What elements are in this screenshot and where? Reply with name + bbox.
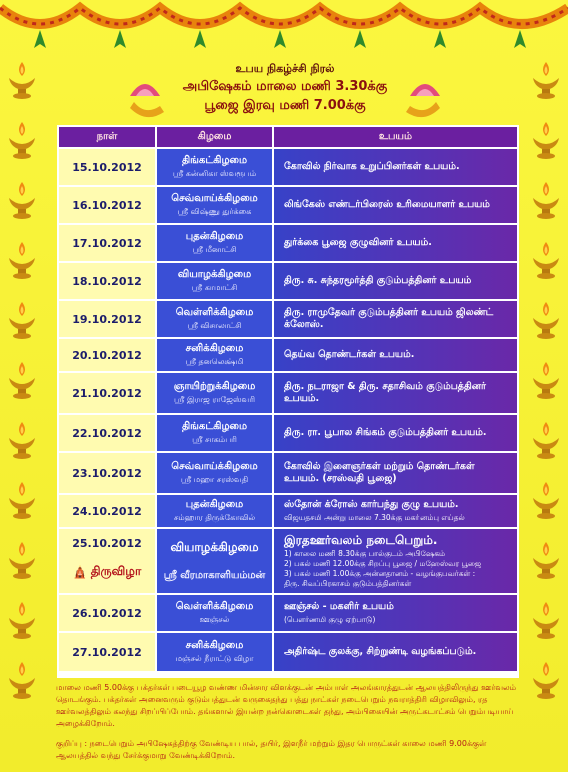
donor-cell — [274, 225, 517, 261]
pooja-time: பூஜை இரவு மணி 7.00க்கு — [204, 98, 366, 113]
donor-text: லிங்கேஸ் எண்டர்பிரைஸ் உரிமையாளர் உபயம் — [284, 199, 490, 210]
donor-cell — [274, 301, 517, 337]
header-date: நாள் — [59, 127, 157, 147]
oil-lamp-icon — [530, 420, 562, 460]
table-header — [59, 127, 517, 147]
donor-cell — [274, 495, 517, 527]
donor-text: துர்க்கை பூஜை குழுவினர் உபயம். — [284, 237, 432, 248]
date-text: 27.10.2012 — [72, 645, 142, 659]
festival-label — [73, 564, 141, 580]
oil-lamp-icon — [530, 240, 562, 280]
donor-cell — [274, 373, 517, 413]
table-row — [59, 337, 517, 371]
day-cell — [157, 373, 274, 413]
day-cell — [157, 339, 274, 371]
day-name: புதன்கிழமை — [185, 499, 244, 510]
donor-note: விஜயதசமி அன்று மாலை 7.30க்கு மகா்னம்பு எய்தல் — [284, 513, 465, 522]
oil-lamp-icon — [6, 240, 38, 280]
header-day: கிழமை — [157, 127, 274, 147]
day-cell — [157, 415, 274, 451]
donor-text: திரு. ரா. பூபால சிங்கம் குடும்பத்தினர் உபயம். — [284, 427, 487, 438]
table-body — [59, 147, 517, 671]
deity-name: ஸ்ரீ காமாட்சி — [191, 283, 238, 292]
day-name: திங்கட்கிழமை — [181, 421, 248, 432]
marigold-garland — [0, 0, 568, 56]
donor-text: இரதஊர்வலம் நடைபெறும். — [284, 533, 438, 547]
oil-lamp-icon — [530, 540, 562, 580]
deity-name: ஸ்ரீ விஷ்ணு துர்க்கை — [177, 207, 252, 216]
table-row — [59, 299, 517, 337]
day-name: சனிக்கிழமை — [185, 640, 244, 651]
day-cell — [157, 263, 274, 299]
oil-lamp-icon — [530, 300, 562, 340]
date-cell — [59, 633, 157, 671]
schedule-table — [57, 125, 519, 678]
table-row — [59, 451, 517, 493]
oil-lamp-icon — [530, 480, 562, 520]
day-name: வியாழக்கிழமை — [170, 540, 259, 554]
donor-cell — [274, 263, 517, 299]
day-cell — [157, 633, 274, 671]
table-row — [59, 493, 517, 527]
day-name: வியாழக்கிழமை — [177, 269, 252, 280]
oil-lamp-icon — [530, 180, 562, 220]
oil-lamp-icon — [6, 300, 38, 340]
day-cell — [157, 301, 274, 337]
date-text: 17.10.2012 — [72, 236, 142, 250]
program-header — [90, 62, 480, 114]
date-cell — [59, 373, 157, 413]
oil-lamp-icon — [6, 480, 38, 520]
donor-text: திரு. சு. சுந்தரமூர்த்தி குடும்பத்தினர் உபயம் — [284, 275, 472, 286]
day-name: புதன்கிழமை — [185, 231, 244, 242]
deity-name: ஸ்ரீ மஹா சரஸ்வதி — [180, 475, 249, 484]
event-item: திரு. சிவப்பிரகாசம் குடும்பத்தினர்கள் — [284, 579, 412, 588]
deity-name: ஸ்ரீ கன்னிகா ஸ்வரூபம் — [172, 169, 257, 178]
deity-name: ஸ்ரீ விசாலாட்சி — [187, 321, 242, 330]
date-text: 24.10.2012 — [72, 504, 142, 518]
date-cell — [59, 339, 157, 371]
date-cell — [59, 595, 157, 631]
date-cell — [59, 225, 157, 261]
donor-cell — [274, 415, 517, 451]
oil-lamp-icon — [6, 180, 38, 220]
oil-lamp-icon — [6, 540, 38, 580]
day-cell — [157, 149, 274, 185]
donor-cell — [274, 453, 517, 493]
oil-lamp-icon — [6, 600, 38, 640]
oil-lamp-icon — [6, 60, 38, 100]
oil-lamp-icon — [530, 600, 562, 640]
event-item: 2) பகல் மணி 12.00க்கு சிறப்பு பூஜை / மஹேஸ்வர பூஜை — [284, 559, 482, 568]
date-cell — [59, 187, 157, 223]
table-row — [59, 631, 517, 671]
donor-text: ஊஞ்சல் - மகளிர் உபயம் — [284, 601, 394, 612]
date-text: 16.10.2012 — [72, 198, 142, 212]
day-cell — [157, 187, 274, 223]
oil-lamps-right — [526, 60, 566, 700]
header-title: உபய நிகழ்ச்சி நிரல் — [235, 62, 335, 75]
oil-lamp-icon — [6, 660, 38, 700]
oil-lamp-icon — [530, 60, 562, 100]
deity-name: ஸ்ரீ இராஜ ராஜேஸ்வரி — [174, 395, 255, 404]
table-row — [59, 185, 517, 223]
oil-lamp-icon — [530, 660, 562, 700]
donor-text: கோவில் நிர்வாக உறுப்பினர்கள் உபயம். — [284, 161, 460, 172]
deity-name: ஸ்ரீ தனலெக்ஷ்மி — [185, 357, 244, 366]
date-cell — [59, 529, 157, 593]
festival-text: திருவிழா — [90, 564, 142, 578]
day-name: செவ்வாய்க்கிழமை — [171, 461, 258, 472]
day-name: சனிக்கிழமை — [185, 343, 244, 354]
day-name: செவ்வாய்க்கிழமை — [171, 193, 258, 204]
day-name: வெள்ளிக்கிழமை — [175, 601, 254, 612]
donor-text: திரு. ராமுதேவர் குடும்பத்தினர் உபயம் ஜிலண்ட் க்லோஸ். — [284, 307, 494, 330]
date-text: 15.10.2012 — [72, 160, 142, 174]
table-row — [59, 527, 517, 593]
donor-cell — [274, 187, 517, 223]
donor-cell — [274, 633, 517, 671]
date-text: 20.10.2012 — [72, 348, 142, 362]
donor-text: திரு. நடராஜா & திரு. சதாசிவம் குடும்பத்தினர் உபயம். — [284, 381, 486, 404]
date-cell — [59, 263, 157, 299]
oil-lamp-icon — [6, 360, 38, 400]
date-text: 19.10.2012 — [72, 312, 142, 326]
table-row — [59, 593, 517, 631]
deity-name: ஊஞ்சல் — [199, 615, 230, 624]
oil-lamp-icon — [530, 360, 562, 400]
abhishekam-time: அபிஷேகம் மாலை மணி 3.30க்கு — [182, 79, 388, 94]
date-cell — [59, 301, 157, 337]
oil-lamps-left — [2, 60, 42, 700]
deity-name: ஸ்ரீ மீனாட்சி — [192, 245, 237, 254]
date-cell — [59, 415, 157, 451]
deity-name: மஞ்சல் நீராட்டு விழா — [175, 654, 254, 663]
day-cell — [157, 495, 274, 527]
table-row — [59, 147, 517, 185]
date-text: 23.10.2012 — [72, 466, 142, 480]
table-row — [59, 371, 517, 413]
date-text: 18.10.2012 — [72, 274, 142, 288]
donor-cell — [274, 529, 517, 593]
deity-name: ஸ்ரீ சாகம்பரி — [192, 435, 237, 444]
day-name: வெள்ளிக்கிழமை — [175, 307, 254, 318]
date-cell — [59, 495, 157, 527]
header-donor: உபயம் — [274, 127, 517, 147]
deity-name: சம்ஹார திருக்கோவில் — [173, 513, 256, 522]
chariot-icon: 🛕 — [72, 565, 88, 579]
day-cell — [157, 529, 274, 593]
day-cell — [157, 595, 274, 631]
table-row — [59, 223, 517, 261]
donor-text: கோவில் இளைஞர்கள் மற்றும் தொண்டர்கள் உபயம். (சரஸ்வதி பூஜை) — [284, 461, 475, 484]
footer — [56, 682, 518, 762]
donor-note: (பௌர்ணமி குழு ஏற்பாடு) — [284, 615, 376, 624]
table-row — [59, 413, 517, 451]
footer-note: குறிப்பு : நடைபெறும் அபிஷேகத்திற்கு வேண்டிய பால், தயிர், இளநீர் மற்றும் இதர பொருட்கள் காலை மணி 9.00க்குள் ஆலயத்தில் வந்து சேர்க்குமாறு வேண்டிக்கிறோம். — [56, 739, 487, 760]
day-cell — [157, 225, 274, 261]
table-row — [59, 261, 517, 299]
day-name: ஞாயிற்றுக்கிழமை — [173, 381, 256, 392]
donor-text: ஸ்தோன் க்ரோஸ் கார்பந்து குழு உபயம். — [284, 499, 459, 510]
oil-lamp-icon — [530, 120, 562, 160]
date-cell — [59, 149, 157, 185]
date-cell — [59, 453, 157, 493]
donor-cell — [274, 595, 517, 631]
donor-text: அதிர்ஷ்ட குலக்கு, சிற்றுண்டி வழங்கப்படும். — [284, 646, 477, 657]
donor-cell — [274, 149, 517, 185]
oil-lamp-icon — [6, 420, 38, 460]
footer-paragraph: மாலை மணி 5.00க்கு பக்தர்கள் படையூழ வண்ண மின்சார விளக்குடன் அம்பாள் அலங்காரத்துடன் ஆலயத்திலிருந்து ஊர்வலம் தொடங்கும். பக்தர்கள் அனைவரும் குடும்பத்துடன் வருகைதந்து பத்து நாட்கள் நடைபெறும் நவராத்திரி விழாவிலும், ரத ஊர்வலத்திலும் கலந்து சிறப்பிப்போம். தங்களால் இயன்ற நன்கொடைகள் தந்து, அம்பிகையின் அருட்கடாட்சம் பெறும்படியாய் அழைக்கிறோம். — [56, 683, 517, 728]
donor-text: தெய்வ தொண்டர்கள் உபயம். — [284, 349, 415, 360]
date-text: 21.10.2012 — [72, 386, 142, 400]
date-text: 26.10.2012 — [72, 606, 142, 620]
day-cell — [157, 453, 274, 493]
donor-cell — [274, 339, 517, 371]
oil-lamp-icon — [6, 120, 38, 160]
deity-name: ஸ்ரீ வீரமாகாளியம்மன் — [163, 570, 266, 581]
date-text: 25.10.2012 — [72, 537, 142, 550]
date-text: 22.10.2012 — [72, 426, 142, 440]
day-name: திங்கட்கிழமை — [181, 155, 248, 166]
event-item: 1) காலை மணி 8.30க்கு பால்குடம் அபிஷேகம் — [284, 549, 446, 558]
event-item: 3) பகல் மணி 1.00க்கு அன்னதானம் - வழங்குபவர்கள் : — [284, 569, 476, 578]
